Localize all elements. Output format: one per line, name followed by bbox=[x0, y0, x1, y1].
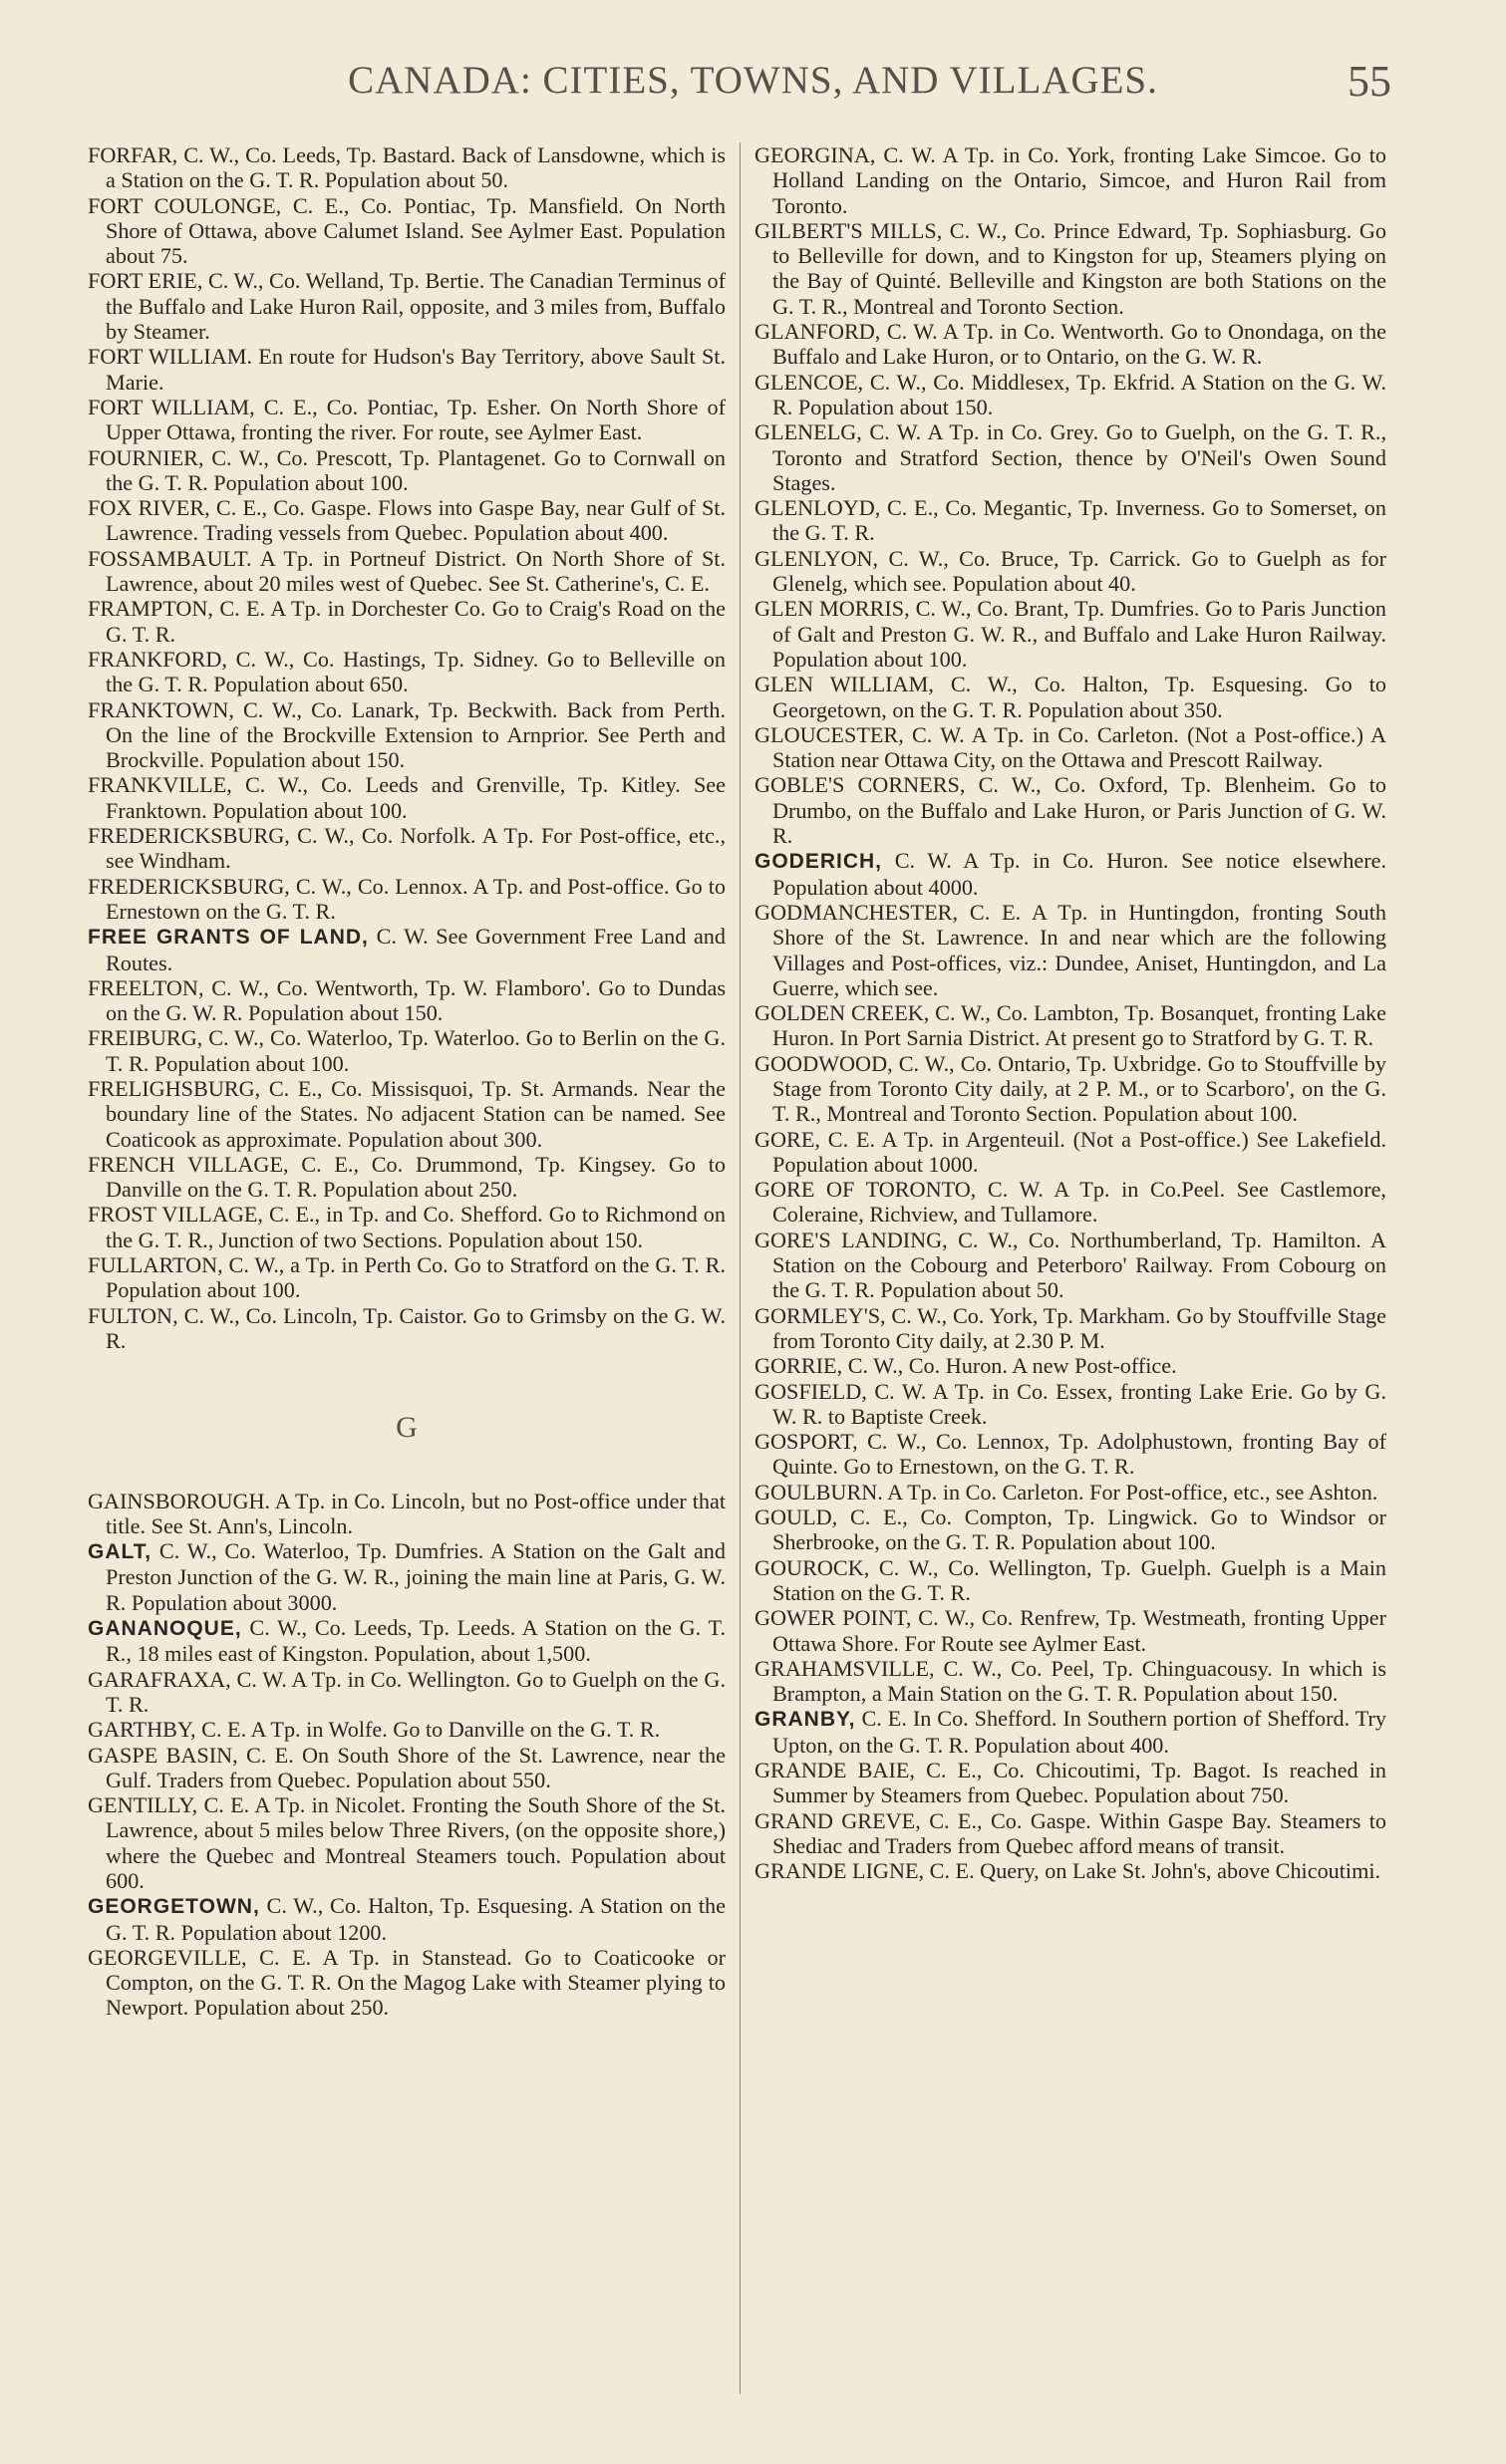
entry-name: GOSPORT, bbox=[754, 1429, 858, 1455]
entry-text: C. E., Co. Pontiac, Tp. Mansfield. On North Shore of Ottawa, above Calumet Island. See Aylmer East. Population about 75. bbox=[106, 192, 726, 269]
page-number: 55 bbox=[1348, 57, 1391, 106]
entry-text: C. W., Co. Waterloo, Tp. Waterloo. Go to Berlin on the G. T. R. Population about 100. bbox=[106, 1025, 726, 1076]
entry-name: FORT WILLIAM. bbox=[88, 344, 252, 370]
entry-text: C. E. A Tp. in Huntingdon, fronting South Shore of the St. Lawrence. In and near which are the following Villages and Post-offices, viz.: Dundee, Aniset, Huntingdon, and La Guerre, which see. bbox=[772, 899, 1386, 1000]
entry-name: GEORGINA, bbox=[754, 142, 876, 167]
entry-text: C. W. A Tp. in Co. Wentworth. Go to Onondaga, on the Buffalo and Lake Huron, or to Ontario, on the G. W. R. bbox=[772, 319, 1386, 370]
entry-text: C. W., Co. Wentworth, Tp. W. Flamboro'. Go to Dundas on the G. W. R. Population about 150. bbox=[106, 974, 726, 1026]
entry-name: GOSFIELD, bbox=[754, 1378, 867, 1404]
gazetteer-entry bbox=[88, 1489, 726, 1539]
entry-text: C. W., Co. Lincoln, Tp. Caistor. Go to Grimsby on the G. W. R. bbox=[106, 1302, 726, 1353]
gazetteer-entry bbox=[754, 1353, 1386, 1378]
entry-name: GLENLOYD, bbox=[754, 495, 881, 521]
entries-f bbox=[88, 142, 726, 1353]
entry-text: C. E., Co. Compton, Tp. Lingwick. Go to Windsor or Sherbrooke, on the G. T. R. Population about 100. bbox=[772, 1505, 1386, 1555]
gazetteer-entry bbox=[88, 874, 726, 925]
entry-name: GORE, bbox=[754, 1126, 820, 1152]
entry-text: C. E. In Co. Shefford. In Southern portion of Shefford. Try Upton, on the G. T. R. Population about 400. bbox=[772, 1706, 1386, 1758]
entry-name: GRAHAMSVILLE, bbox=[754, 1655, 935, 1681]
entry-name: FRELIGHSBURG, bbox=[88, 1075, 261, 1101]
entry-text: C. W., Co. Northumberland, Tp. Hamilton. A Station on the Cobourg and Peterboro' Railway. From Cobourg on the G. T. R. Population about 50. bbox=[772, 1227, 1386, 1303]
gazetteer-entry bbox=[88, 142, 726, 193]
gazetteer-entry bbox=[754, 495, 1386, 546]
entry-name: FRAMPTON, bbox=[88, 596, 213, 622]
entry-name: GAINSBOROUGH. bbox=[88, 1488, 271, 1513]
entry-text: C. W., Co. Norfolk. A Tp. For Post-office, etc., see Windham. bbox=[106, 823, 726, 874]
gazetteer-entry bbox=[754, 722, 1386, 773]
gazetteer-entry bbox=[754, 1605, 1386, 1656]
entry-name: FREDERICKSBURG, bbox=[88, 873, 290, 899]
entry-text: C. W., Co. Leeds, Tp. Leeds. A Station on the G. T. R., 18 miles east of Kingston. Population, about 1,500. bbox=[106, 1615, 726, 1667]
entry-text: C. W., Co. Middlesex, Tp. Ekfrid. A Station on the G. W. R. Population about 150. bbox=[772, 369, 1386, 419]
entry-name: FULTON, bbox=[88, 1302, 178, 1328]
entry-name: FRANKFORD, bbox=[88, 646, 227, 672]
gazetteer-entry bbox=[88, 1303, 726, 1354]
section-letter-heading: G bbox=[396, 1411, 418, 1445]
gazetteer-entry bbox=[88, 647, 726, 697]
entry-name: GLEN WILLIAM, bbox=[754, 672, 934, 697]
gazetteer-entry bbox=[754, 1758, 1386, 1808]
entry-name: GALT, bbox=[88, 1540, 152, 1564]
gazetteer-entry bbox=[88, 772, 726, 823]
entry-name: GRANBY, bbox=[754, 1708, 856, 1732]
gazetteer-entry bbox=[754, 319, 1386, 370]
entry-text: C. W., Co. Renfrew, Tp. Westmeath, fronting Upper Ottawa Shore. For Route see Aylmer East. bbox=[772, 1605, 1386, 1656]
gazetteer-entry bbox=[88, 924, 726, 975]
gazetteer-entry bbox=[754, 419, 1386, 495]
entry-text: C. W., Co. Prince Edward, Tp. Sophiasburg. Go to Belleville for down, and to Kingston for up, Steamers plying on the Bay of Quinté. Belleville and Kingston are both Stations on the G. T. R., Montreal and Toronto Section. bbox=[772, 217, 1386, 319]
gazetteer-entry bbox=[88, 1743, 726, 1793]
gazetteer-entry bbox=[754, 1000, 1386, 1051]
entry-text: C. E. A Tp. in Nicolet. Fronting the South Shore of the St. Lawrence, about 5 miles below Three Rivers, (on the opposite shore,) where the Quebec and Montreal Steamers touch. Population about 600. bbox=[106, 1792, 726, 1893]
running-title: CANADA: CITIES, TOWNS, AND VILLAGES. bbox=[348, 59, 1158, 102]
gazetteer-entry bbox=[88, 697, 726, 773]
entry-name: FORT WILLIAM, bbox=[88, 394, 255, 419]
gazetteer-entry bbox=[88, 1252, 726, 1303]
gazetteer-entry bbox=[754, 596, 1386, 672]
entry-name: GEORGETOWN, bbox=[88, 1895, 260, 1919]
entry-name: GORMLEY'S, bbox=[754, 1302, 886, 1328]
gazetteer-entry bbox=[88, 1615, 726, 1667]
gazetteer-entry bbox=[754, 1379, 1386, 1430]
gazetteer-entry bbox=[754, 772, 1386, 848]
entry-text: C. W., Co. Ontario, Tp. Uxbridge. Go to Stouffville by Stage from Toronto City daily, at 2 P. M., or to Scarboro', on the G. T. R., Montreal and Toronto Section. Population about 100. bbox=[772, 1050, 1386, 1127]
entry-text: C. E. Query, on Lake St. John's, above Chicoutimi. bbox=[924, 1858, 1381, 1884]
gazetteer-entry bbox=[754, 546, 1386, 597]
entry-text: C. E., Co. Chicoutimi, Tp. Bagot. Is reached in Summer by Steamers from Quebec. Population about 750. bbox=[772, 1758, 1386, 1808]
entry-text: C. E. A Tp. in Dorchester Co. Go to Craig's Road on the G. T. R. bbox=[106, 596, 726, 647]
gazetteer-entry bbox=[754, 1429, 1386, 1480]
entry-text: A Tp. in Co. Lincoln, but no Post-office under that title. See St. Ann's, Lincoln. bbox=[106, 1488, 726, 1538]
entry-text: C. W., Co. Lambton, Tp. Bosanquet, fronting Lake Huron. In Port Sarnia District. At present go to Stratford by G. T. R. bbox=[772, 1000, 1386, 1051]
entry-name: FREIBURG, bbox=[88, 1025, 203, 1051]
entry-text: C. W., a Tp. in Perth Co. Go to Stratford on the G. T. R. Population about 100. bbox=[106, 1252, 726, 1303]
entry-text: C. E. A Tp. in Stanstead. Go to Coaticooke or Compton, on the G. T. R. On the Magog Lake with Steamer plying to Newport. Population about 250. bbox=[106, 1944, 726, 2021]
gazetteer-entry bbox=[88, 1152, 726, 1203]
entry-text: C. W., Co. Oxford, Tp. Blenheim. Go to Drumbo, on the Buffalo and Lake Huron, or Paris Junction of G. W. R. bbox=[772, 772, 1386, 849]
entry-name: GARTHBY, bbox=[88, 1717, 196, 1743]
entry-name: GORRIE, bbox=[754, 1353, 843, 1379]
entry-text: C. W., Co. Waterloo, Tp. Dumfries. A Station on the Galt and Preston Junction of the G. W. R., joining the main line at Paris, G. W. R. Population about 3000. bbox=[106, 1538, 726, 1615]
gazetteer-entry bbox=[754, 1808, 1386, 1859]
entry-name: GLANFORD, bbox=[754, 319, 881, 345]
entry-text: C. W., Co. Peel, Tp. Chinguacousy. In which is Brampton, a Main Station on the G. T. R. Population about 150. bbox=[772, 1655, 1386, 1707]
entry-name: GILBERT'S MILLS, bbox=[754, 217, 943, 243]
entry-text: C. E., in Tp. and Co. Shefford. Go to Richmond on the G. T. R., Junction of two Sections. Population about 150. bbox=[106, 1202, 726, 1252]
entry-name: FREDERICKSBURG, bbox=[88, 823, 290, 849]
right-column bbox=[754, 142, 1386, 2424]
gazetteer-entry bbox=[88, 1538, 726, 1615]
entry-text: C. W., Co. Leeds, Tp. Bastard. Back of Lansdowne, which is a Station on the G. T. R. Population about 50. bbox=[106, 142, 726, 193]
gazetteer-entry bbox=[754, 370, 1386, 420]
entry-name: GOODWOOD, bbox=[754, 1050, 893, 1076]
entry-name: GOBLE'S CORNERS, bbox=[754, 772, 966, 798]
entry-name: FRENCH VILLAGE, bbox=[88, 1151, 289, 1177]
entry-name: FOX RIVER, bbox=[88, 495, 210, 521]
entry-text: C. W. A Tp. in Co.Peel. See Castlemore, Coleraine, Richview, and Tullamore. bbox=[772, 1177, 1386, 1228]
entry-text: En route for Hudson's Bay Territory, above Sault St. Marie. bbox=[106, 344, 726, 395]
entry-name: GOUROCK, bbox=[754, 1554, 870, 1580]
column-divider bbox=[740, 142, 741, 2394]
gazetteer-entry bbox=[88, 495, 726, 546]
entry-text: C. W., Co. Leeds and Grenville, Tp. Kitley. See Franktown. Population about 100. bbox=[106, 772, 726, 823]
entry-text: C. W. A Tp. in Co. York, fronting Lake Simcoe. Go to Holland Landing on the Ontario, Simcoe, and Huron Rail from Toronto. bbox=[772, 142, 1386, 218]
gazetteer-entry bbox=[88, 395, 726, 445]
gazetteer-entry bbox=[88, 1202, 726, 1252]
entry-name: GLENCOE, bbox=[754, 369, 864, 395]
gazetteer-entry bbox=[754, 1656, 1386, 1707]
gazetteer-entry bbox=[88, 193, 726, 269]
entry-text: C. E., Co. Gaspe. Flows into Gaspe Bay, near Gulf of St. Lawrence. Trading vessels from Quebec. Population about 400. bbox=[106, 495, 726, 546]
entry-text: C. W., Co. Wellington, Tp. Guelph. Guelph is a Main Station on the G. T. R. bbox=[772, 1554, 1386, 1605]
gazetteer-entry bbox=[88, 1025, 726, 1076]
entry-name: FRANKVILLE, bbox=[88, 772, 232, 798]
gazetteer-entry bbox=[754, 1051, 1386, 1127]
gazetteer-entry bbox=[754, 1706, 1386, 1758]
gazetteer-entry bbox=[754, 1127, 1386, 1178]
entry-name: FORT ERIE, bbox=[88, 268, 203, 294]
entry-name: FORFAR, bbox=[88, 142, 178, 167]
entry-text: C. W. A Tp. in Co. Grey. Go to Guelph, on the G. T. R., Toronto and Stratford Section, thence by O'Neil's Owen Sound Stages. bbox=[772, 419, 1386, 495]
entry-text: C. W., Co. Lennox, Tp. Adolphustown, fronting Bay of Quinte. Go to Ernestown, on the G. T. R. bbox=[772, 1429, 1386, 1480]
gazetteer-entry bbox=[88, 596, 726, 647]
entry-name: FORT COULONGE, bbox=[88, 192, 282, 218]
entry-name: FOSSAMBAULT. bbox=[88, 545, 252, 571]
entry-name: GLENELG, bbox=[754, 419, 862, 445]
entry-name: GANANOQUE, bbox=[88, 1617, 242, 1641]
gazetteer-entry bbox=[88, 268, 726, 344]
entries-g-left bbox=[88, 1489, 726, 2021]
entry-text: C. E., Co. Drummond, Tp. Kingsey. Go to Danville on the G. T. R. Population about 250. bbox=[106, 1151, 726, 1203]
entry-text: A Tp. in Co. Carleton. For Post-office, etc., see Ashton. bbox=[882, 1479, 1378, 1505]
entry-name: GENTILLY, bbox=[88, 1792, 198, 1818]
gazetteer-entry bbox=[88, 1945, 726, 2021]
gazetteer-entry bbox=[88, 1717, 726, 1742]
entry-name: GOWER POINT, bbox=[754, 1605, 912, 1631]
left-column bbox=[88, 142, 726, 2424]
entry-text: C. E. On South Shore of the St. Lawrence, near the Gulf. Traders from Quebec. Population about 550. bbox=[106, 1742, 726, 1792]
entry-text: C. W. A Tp. in Co. Essex, fronting Lake Erie. Go by G. W. R. to Baptiste Creek. bbox=[772, 1378, 1386, 1429]
entry-name: GODERICH, bbox=[754, 850, 883, 874]
entry-text: C. W., Co. Halton, Tp. Esquesing. A Station on the G. T. R. Population about 1200. bbox=[106, 1893, 726, 1945]
entry-text: C. W., Co. Lennox. A Tp. and Post-office. Go to Ernestown on the G. T. R. bbox=[106, 873, 726, 924]
entry-name: FULLARTON, bbox=[88, 1252, 223, 1278]
entry-text: C. W., Co. York, Tp. Markham. Go by Stouffville Stage from Toronto City daily, at 2.30 P. M. bbox=[772, 1302, 1386, 1353]
entry-text: C. E., Co. Pontiac, Tp. Esher. On North Shore of Upper Ottawa, fronting the river. For route, see Aylmer East. bbox=[106, 394, 726, 445]
gazetteer-entry bbox=[754, 848, 1386, 900]
gazetteer-entry bbox=[88, 344, 726, 395]
entry-name: FREE GRANTS OF LAND, bbox=[88, 926, 369, 950]
entry-name: FREELTON, bbox=[88, 974, 204, 1000]
gazetteer-entry bbox=[754, 900, 1386, 1000]
entry-name: FROST VILLAGE, bbox=[88, 1202, 263, 1228]
entry-text: A Tp. in Portneuf District. On North Shore of St. Lawrence, about 20 miles west of Quebec. See St. Catherine's, C. E. bbox=[106, 545, 726, 597]
gazetteer-entry bbox=[754, 672, 1386, 722]
gazetteer-entry bbox=[88, 1076, 726, 1152]
entry-text: C. E. A Tp. in Argenteuil. (Not a Post-office.) See Lakefield. Population about 1000. bbox=[772, 1126, 1386, 1177]
entry-text: C. W., Co. Lanark, Tp. Beckwith. Back from Perth. On the line of the Brockville Extension to Arnprior. See Perth and Brockville. Population about 150. bbox=[106, 696, 726, 773]
entry-name: GLEN MORRIS, bbox=[754, 596, 910, 622]
entry-text: C. E., Co. Missisquoi, Tp. St. Armands. Near the boundary line of the States. No adjacent Station can be named. See Coaticook as approximate. Population about 300. bbox=[106, 1075, 726, 1152]
gazetteer-entry bbox=[88, 975, 726, 1026]
gazetteer-entry bbox=[88, 445, 726, 496]
entry-text: C. W. A Tp. in Co. Wellington. Go to Guelph on the G. T. R. bbox=[106, 1666, 726, 1717]
entry-text: C. W., Co. Bruce, Tp. Carrick. Go to Guelph as for Glenelg, which see. Population about 40. bbox=[772, 545, 1386, 597]
gazetteer-entry bbox=[754, 218, 1386, 319]
gazetteer-entry bbox=[88, 546, 726, 597]
page-header bbox=[0, 58, 1506, 108]
entry-text: C. W. A Tp. in Co. Carleton. (Not a Post-office.) A Station near Ottawa City, on the Ottawa and Prescott Railway. bbox=[772, 721, 1386, 773]
gazetteer-entry bbox=[88, 1792, 726, 1893]
entry-name: GRAND GREVE, bbox=[754, 1807, 921, 1833]
gazetteer-entry bbox=[754, 1177, 1386, 1228]
entry-text: C. E., Co. Megantic, Tp. Inverness. Go to Somerset, on the G. T. R. bbox=[772, 495, 1386, 546]
entry-text: C. W., Co. Welland, Tp. Bertie. The Canadian Terminus of the Buffalo and Lake Huron Rail, opposite, and 3 miles from, Buffalo by Steamer. bbox=[106, 268, 726, 345]
gazetteer-entry bbox=[754, 1555, 1386, 1606]
gazetteer-entry bbox=[754, 1228, 1386, 1303]
entry-text: C. W., Co. Halton, Tp. Esquesing. Go to Georgetown, on the G. T. R. Population about 350. bbox=[772, 672, 1386, 722]
entry-name: GOULD, bbox=[754, 1505, 838, 1530]
entry-name: GRANDE BAIE, bbox=[754, 1758, 915, 1782]
entry-text: C. E., Co. Gaspe. Within Gaspe Bay. Steamers to Shediac and Traders from Quebec afford means of transit. bbox=[772, 1807, 1386, 1858]
entry-name: GARAFRAXA, bbox=[88, 1666, 231, 1692]
entry-text: C. W. See Government Free Land and Routes. bbox=[106, 924, 726, 975]
entries-g-right bbox=[754, 142, 1386, 1883]
entry-name: FRANKTOWN, bbox=[88, 696, 234, 722]
entry-text: C. W. A Tp. in Co. Huron. See notice elsewhere. Population about 4000. bbox=[772, 848, 1386, 900]
entry-name: FOURNIER, bbox=[88, 444, 204, 470]
entry-text: C. W., Co. Huron. A new Post-office. bbox=[842, 1353, 1177, 1379]
entry-name: GORE'S LANDING, bbox=[754, 1227, 948, 1252]
entry-name: GOULBURN. bbox=[754, 1479, 883, 1505]
entry-name: GOLDEN CREEK, bbox=[754, 1000, 930, 1026]
gazetteer-entry bbox=[88, 1893, 726, 1945]
gazetteer-entry bbox=[754, 1858, 1386, 1883]
gazetteer-entry bbox=[754, 1505, 1386, 1555]
gazetteer-entry bbox=[754, 1480, 1386, 1505]
entry-name: GASPE BASIN, bbox=[88, 1742, 238, 1768]
entry-text: C. W., Co. Hastings, Tp. Sidney. Go to Belleville on the G. T. R. Population about 650. bbox=[106, 646, 726, 697]
entry-name: GLOUCESTER, bbox=[754, 721, 904, 747]
entry-text: C. E. A Tp. in Wolfe. Go to Danville on the G. T. R. bbox=[195, 1717, 661, 1743]
gazetteer-entry bbox=[754, 1303, 1386, 1354]
entry-text: C. W., Co. Prescott, Tp. Plantagenet. Go to Cornwall on the G. T. R. Population about 100. bbox=[106, 444, 726, 495]
gazetteer-entry bbox=[88, 1667, 726, 1718]
gazetteer-entry bbox=[754, 142, 1386, 218]
entry-name: GODMANCHESTER, bbox=[754, 899, 959, 925]
entry-name: GRANDE LIGNE, bbox=[754, 1858, 925, 1884]
entry-text: C. W., Co. Brant, Tp. Dumfries. Go to Paris Junction of Galt and Preston G. W. R., and Buffalo and Lake Huron Railway. Population about 100. bbox=[772, 596, 1386, 672]
entry-name: GORE OF TORONTO, bbox=[754, 1177, 977, 1203]
entry-name: GEORGEVILLE, bbox=[88, 1944, 247, 1970]
gazetteer-entry bbox=[88, 823, 726, 874]
entry-name: GLENLYON, bbox=[754, 545, 879, 571]
